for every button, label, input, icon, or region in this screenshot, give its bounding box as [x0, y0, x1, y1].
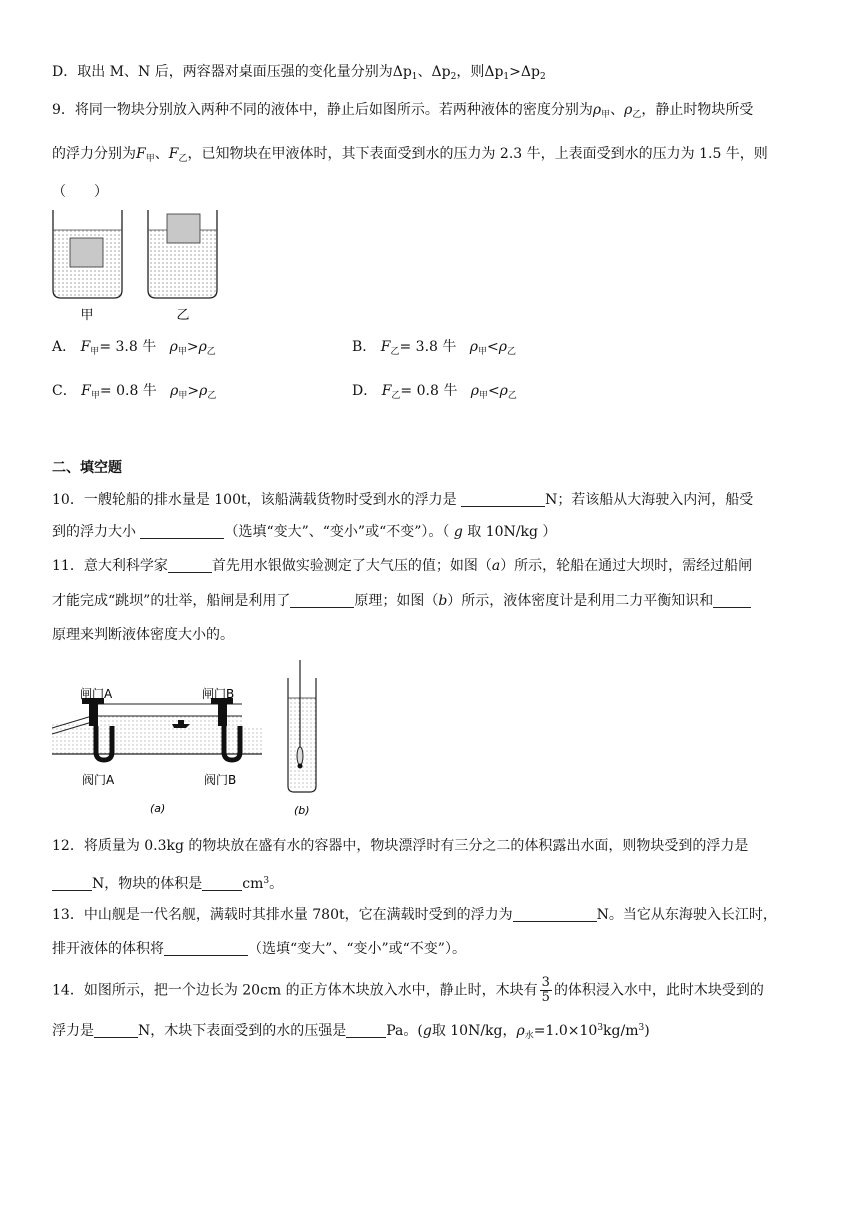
q11-line3: 原理来判断液体密度大小的。	[52, 627, 234, 643]
q13-line2: 排开液体的体积将 （选填“变大”、“变小”或“不变”）。	[52, 941, 466, 957]
section-title: 二、填空题	[52, 460, 122, 476]
q13-blank-2[interactable]	[164, 940, 248, 956]
fraction-three-fifths: $\frac{3}{5}$	[541, 975, 550, 1005]
q9-answer-paren: （ ）	[52, 184, 108, 200]
label-valve-a: 阀门A	[82, 773, 115, 787]
q10-blank-1[interactable]	[461, 491, 545, 507]
q10-blank-2[interactable]	[140, 523, 224, 539]
q9-option-b: B． $F_乙= 3.8$ 牛 $\rho_甲<\rho_乙$	[352, 339, 516, 357]
q14-line1: 14．如图所示，把一个边长为 20cm 的正方体木块放入水中，静止时，木块有 $\frac{3}{5}$ 的体积浸入水中，此时木块受到的	[52, 975, 764, 1005]
q9-stem-line2: 的浮力分别为$F_甲$、$F_乙$，已知物块在甲液体时，其下表面受到水的压力为 2.3 牛，上表面受到水的压力为 1.5 牛，则	[52, 146, 768, 164]
q8-option-d: D．取出 M、N 后，两容器对桌面压强的变化量分别为$\Delta p_1$、$\Delta p_2$，则$\Delta p_1>\Delta p_2$	[52, 64, 546, 82]
q11-blank-3[interactable]	[713, 592, 751, 608]
label-valve-b: 阀门B	[204, 773, 237, 787]
q14-blank-2[interactable]	[346, 1022, 386, 1038]
label-gate-b: 闸门B	[202, 687, 235, 701]
q9-option-d: D． $F_乙= 0.8$ 牛 $\rho_甲<\rho_乙$	[352, 383, 517, 401]
q10-line2: 到的浮力大小 （选填“变大”、“变小”或“不变”）。（ g 取 10N/kg ）	[52, 524, 557, 540]
fig-label-jia: 甲	[80, 308, 94, 323]
q13-line1: 13．中山舰是一代名舰，满载时其排水量 780t，它在满载时受到的浮力为 N。当它从东海驶入长江时，	[52, 907, 777, 923]
caption-b: (b)	[294, 804, 310, 817]
hydrometer-figure	[282, 658, 326, 818]
container-jia	[53, 210, 122, 298]
container-yi	[148, 210, 217, 298]
q13-blank-1[interactable]	[513, 906, 597, 922]
q11-blank-2[interactable]	[290, 592, 354, 608]
q9-option-c: C． $F_甲= 0.8$ 牛 $\rho_甲>\rho_乙$	[52, 383, 217, 401]
ship-lock-figure	[52, 684, 262, 818]
q11-line2: 才能完成“跳坝”的壮举，船闸是利用了 原理；如图（b）所示，液体密度计是利用二力平衡知识和	[52, 591, 751, 611]
q14-line2: 浮力是 N，木块下表面受到的水的压强是 Pa。(g取 10N/kg，$\rho_水=1.0\times 10^3kg/m^3$)	[52, 1023, 650, 1041]
q12-line2: N，物块的体积是 $cm^3$。	[52, 871, 283, 894]
q9-stem-line1: 9．将同一物块分别放入两种不同的液体中，静止后如图所示。若两种液体的密度分别为$\rho_甲$、$\rho_乙$，静止时物块所受	[52, 102, 754, 120]
label-gate-a: 闸门A	[80, 687, 113, 701]
q11-line1: 11．意大利科学家 首先用水银做实验测定了大气压的值；如图（a）所示，轮船在通过大坝时，需经过船闸	[52, 558, 753, 574]
block-jia	[70, 238, 103, 267]
hydrometer-bulb	[297, 747, 303, 765]
q9-figure	[50, 206, 225, 326]
q14-blank-1[interactable]	[94, 1022, 138, 1038]
q12-line1: 12．将质量为 0.3kg 的物块放在盛有水的容器中，物块漂浮时有三分之二的体积露出水面，则物块受到的浮力是	[52, 838, 749, 854]
block-yi	[167, 214, 200, 243]
q10-line1: 10．一艘轮船的排水量是 100t，该船满载货物时受到水的浮力是 N；若该船从大海驶入内河，船受	[52, 492, 754, 508]
q9-option-a: A． $F_甲= 3.8$ 牛 $\rho_甲>\rho_乙$	[52, 339, 216, 357]
fig-label-yi: 乙	[176, 308, 190, 323]
caption-a: (a)	[150, 802, 166, 815]
q11-blank-1[interactable]	[168, 557, 212, 573]
q12-blank-2[interactable]	[202, 875, 242, 891]
q12-blank-1[interactable]	[52, 875, 92, 891]
